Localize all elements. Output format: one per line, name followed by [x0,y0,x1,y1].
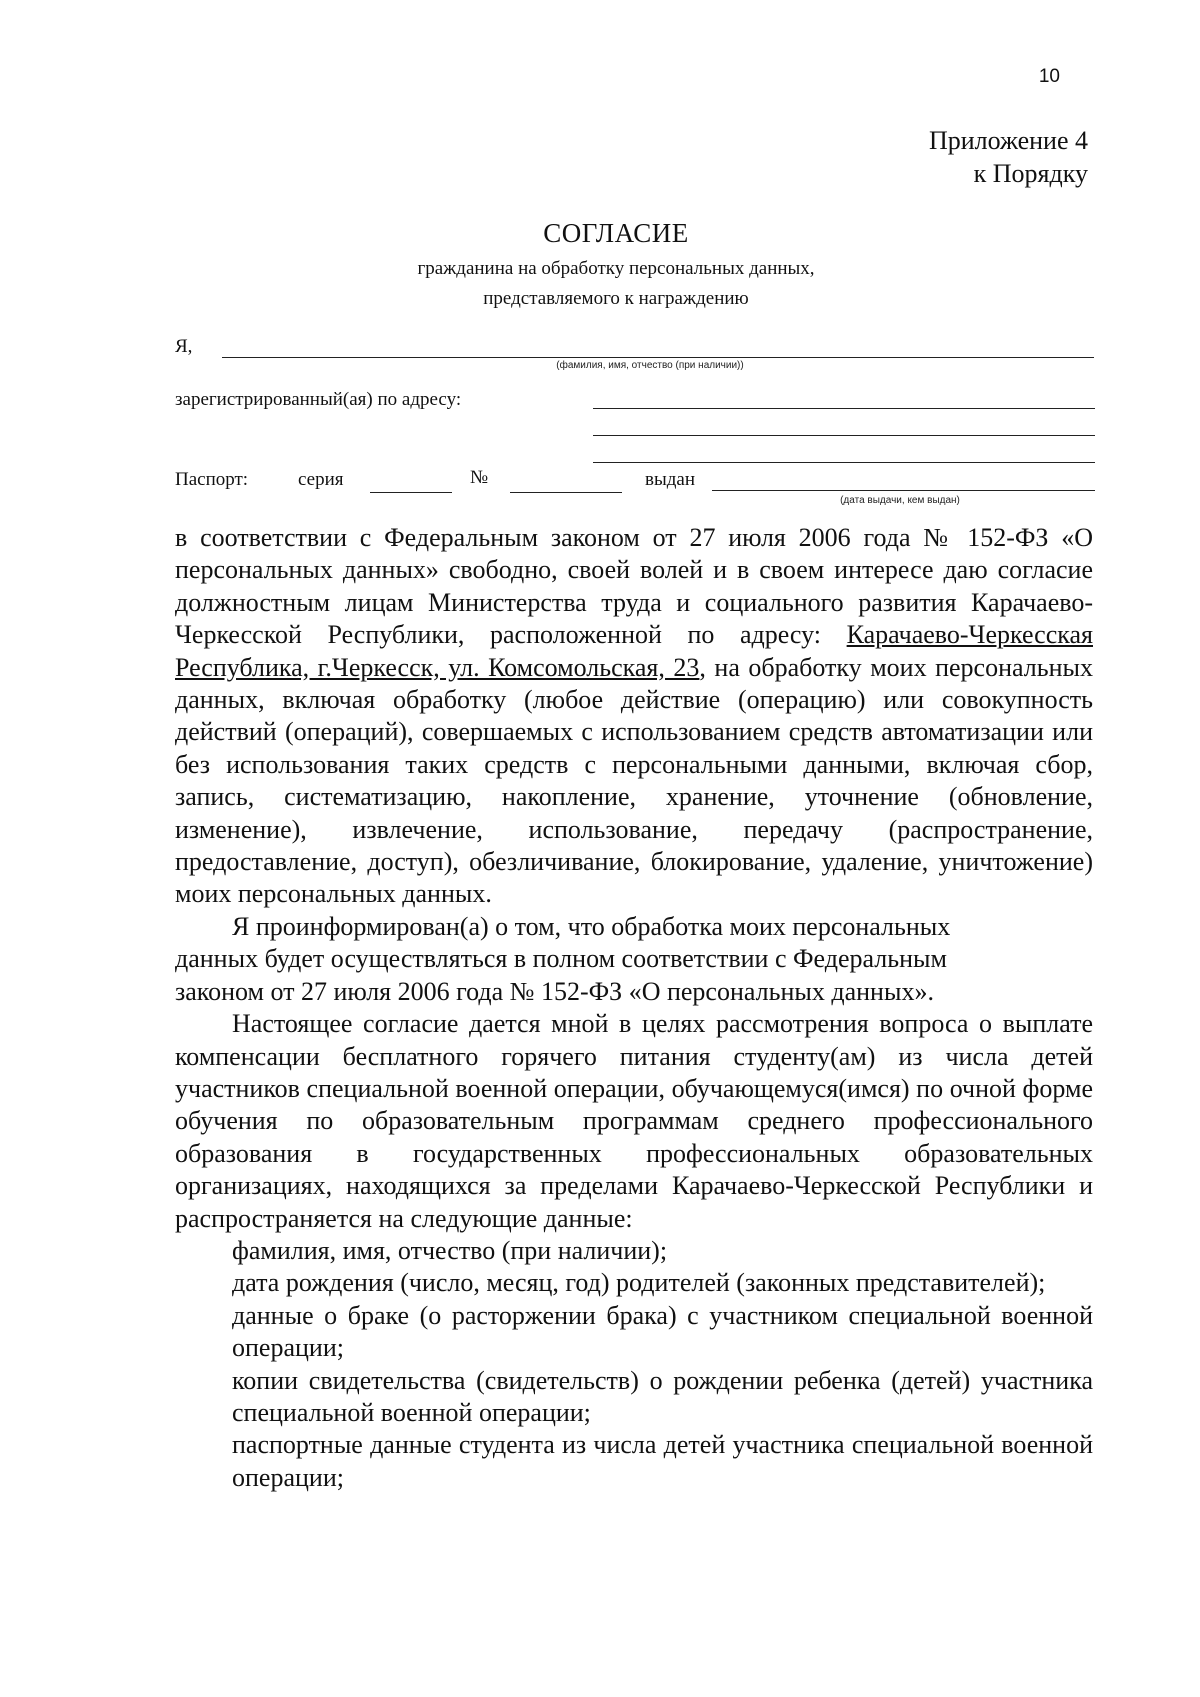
list-item: фамилия, имя, отчество (при наличии); [232,1235,668,1265]
passport-label: Паспорт: [175,469,249,490]
appendix-line-1: Приложение 4 [928,126,1088,155]
number-field-line[interactable] [510,492,622,493]
issued-field-caption: (дата выдачи, кем выдан) [840,495,960,506]
consent-text-end: , на обработку моих персональных данных, включая обработку (любое действие (операцию) или совокупность действий (операций), совершаемых с использованием средств автоматизации или без использования таких средств с персональными данными, включая сбор, запись, систематизацию, накопление, хранение, уточнение (обновление, изменение), извлечение, использование, передачу (распространение, предоставление, доступ), обезличивание, блокирование, удаление, уничтожение) моих персональных данных. [175,652,1093,909]
number-label: № [470,467,489,488]
i-label: Я, [175,336,193,357]
page-number: 10 [1038,66,1060,87]
document-subtitle [0,254,1200,314]
issued-field-line[interactable] [712,490,1095,491]
appendix-reference [929,124,1088,190]
subtitle-line-2: представляемого к награждению [483,288,749,309]
address-field-line-3[interactable] [593,462,1095,463]
document-title: СОГЛАСИЕ [543,218,689,248]
list-item: дата рождения (число, месяц, год) родителей (законных представителей); [232,1268,1046,1298]
consent-text-start: в соответствии с Федеральным законом от 27 июля 2006 года № 152-ФЗ «О персональных данных» свободно, своей волей и в своем интересе даю согласие должностным лицам Министерства труда и социального развития Карачаево-Черкесской Республики, расположенной по адресу: [175,523,1093,650]
appendix-line-2: к Порядку [973,159,1088,188]
list-item: копии свидетельства (свидетельств) о рождении ребенка (детей) участника специальной военной операции; [232,1365,1093,1427]
list-item: паспортные данные студента из числа детей участника специальной военной операции; [232,1430,1093,1492]
address-label: зарегистрированный(ая) по адресу: [175,389,462,410]
paragraph-purpose: Настоящее согласие дается мной в целях рассмотрения вопроса о выплате компенсации бесплатного горячего питания студенту(ам) из числа детей участников специальной военной операции, обучающемуся(имся) по очной форме обучения по образовательным программам среднего профессионального образования в государственных профессиональных образовательных организациях, находящихся за пределами Карачаево-Черкесской Республики и распространяется на следующие данные: [175,1009,1093,1233]
series-field-line[interactable] [370,492,452,493]
name-field-caption: (фамилия, имя, отчество (при наличии)) [556,360,744,371]
ministry-address: Карачаево-Черкесская Республика, г.Черкесск, ул. Комсомольская, 23 [175,620,1093,682]
document-body [175,522,1093,1494]
subtitle-line-1: гражданина на обработку персональных данных, [417,258,815,279]
list-item: данные о браке (о расторжении брака) с участником специальной военной операции; [232,1300,1093,1363]
paragraph-consent [175,522,1093,911]
issued-label: выдан [645,469,696,490]
series-label: серия [298,469,344,490]
name-field-line[interactable] [222,357,1094,358]
address-field-line-1[interactable] [593,408,1095,409]
paragraph-informed: Я проинформирован(а) о том, что обработка моих персональных данных будет осуществляться в полном соответствии с Федеральным законом от 27 июля 2006 года № 152-ФЗ «О персональных данных». [175,911,951,1006]
address-field-line-2[interactable] [593,435,1095,436]
